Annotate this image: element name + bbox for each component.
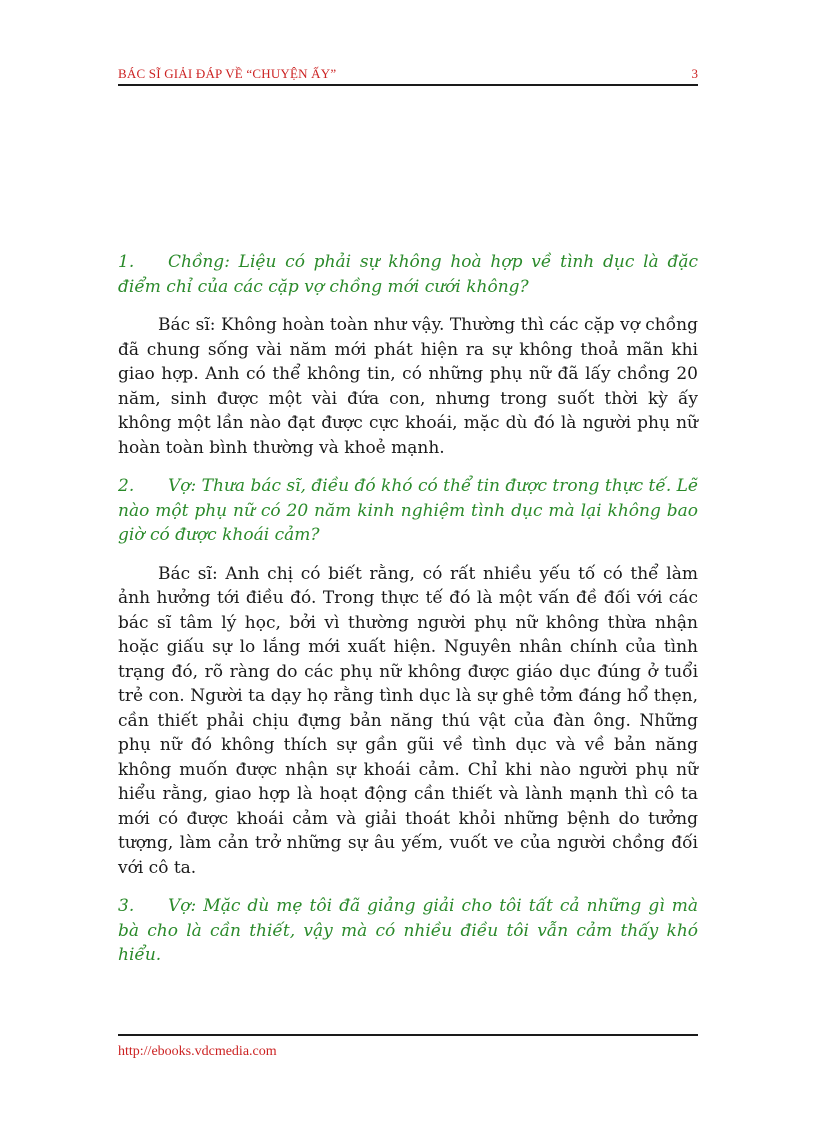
book-title: BÁC SĨ GIẢI ĐÁP VỀ “CHUYỆN ẤY” bbox=[118, 66, 337, 81]
page-number: 3 bbox=[691, 66, 698, 81]
page-body bbox=[118, 250, 698, 982]
page-header bbox=[118, 62, 698, 86]
question-number: 1. bbox=[118, 252, 135, 272]
question-text: Vợ: Thưa bác sĩ, điều đó khó có thể tin được trong thực tế. Lẽ nào một phụ nữ có 20 năm kinh nghiệm tình dục mà lại không bao giờ có được khoái cảm? bbox=[118, 476, 698, 545]
question-1 bbox=[118, 250, 698, 299]
question-number: 3. bbox=[118, 896, 135, 916]
answer-2: Bác sĩ: Anh chị có biết rằng, có rất nhiều yếu tố có thể làm ảnh hưởng tới điều đó. Trong thực tế đó là một vấn đề đối với các bác sĩ tâm lý học, bởi vì thường người phụ nữ không thừa nhận hoặc giấu sự lo lắng mới xuất hiện. Nguyên nhân chính của tình trạng đó, rõ ràng do các phụ nữ không được giáo dục đúng ở tuổi trẻ con. Người ta dạy họ rằng tình dục là sự ghê tởm đáng hổ thẹn, cần thiết phải chịu đựng bản năng thú vật của đàn ông. Những phụ nữ đó không thích sự gần gũi về tình dục và về bản năng không muốn được nhận sự khoái cảm. Chỉ khi nào người phụ nữ hiểu rằng, giao hợp là hoạt động cần thiết và lành mạnh thì cô ta mới có được khoái cảm và giải thoát khỏi những bệnh do tưởng tượng, làm cản trở những sự âu yếm, vuốt ve của người chồng đối với cô ta. bbox=[118, 563, 698, 878]
question-text: Vợ: Mặc dù mẹ tôi đã giảng giải cho tôi tất cả những gì mà bà cho là cần thiết, vậy mà có nhiều điều tôi vẫn cảm thấy khó hiểu. bbox=[118, 896, 698, 965]
question-text: Chồng: Liệu có phải sự không hoà hợp về tình dục là đặc điểm chỉ của các cặp vợ chồng mới cưới không? bbox=[118, 252, 698, 297]
question-2 bbox=[118, 474, 698, 548]
page-footer bbox=[118, 1034, 698, 1060]
answer-1: Bác sĩ: Không hoàn toàn như vậy. Thường thì các cặp vợ chồng đã chung sống vài năm mới phát hiện ra sự không thoả mãn khi giao hợp. Anh có thể không tin, có những phụ nữ đã lấy chồng 20 năm, sinh được một vài đứa con, nhưng trong suốt thời kỳ ấy không một lần nào đạt được cực khoái, mặc dù đó là người phụ nữ hoàn toàn bình thường và khoẻ mạnh. bbox=[118, 315, 698, 458]
question-3 bbox=[118, 894, 698, 968]
footer-link[interactable]: http://ebooks.vdcmedia.com bbox=[118, 1044, 277, 1059]
question-number: 2. bbox=[118, 476, 135, 496]
